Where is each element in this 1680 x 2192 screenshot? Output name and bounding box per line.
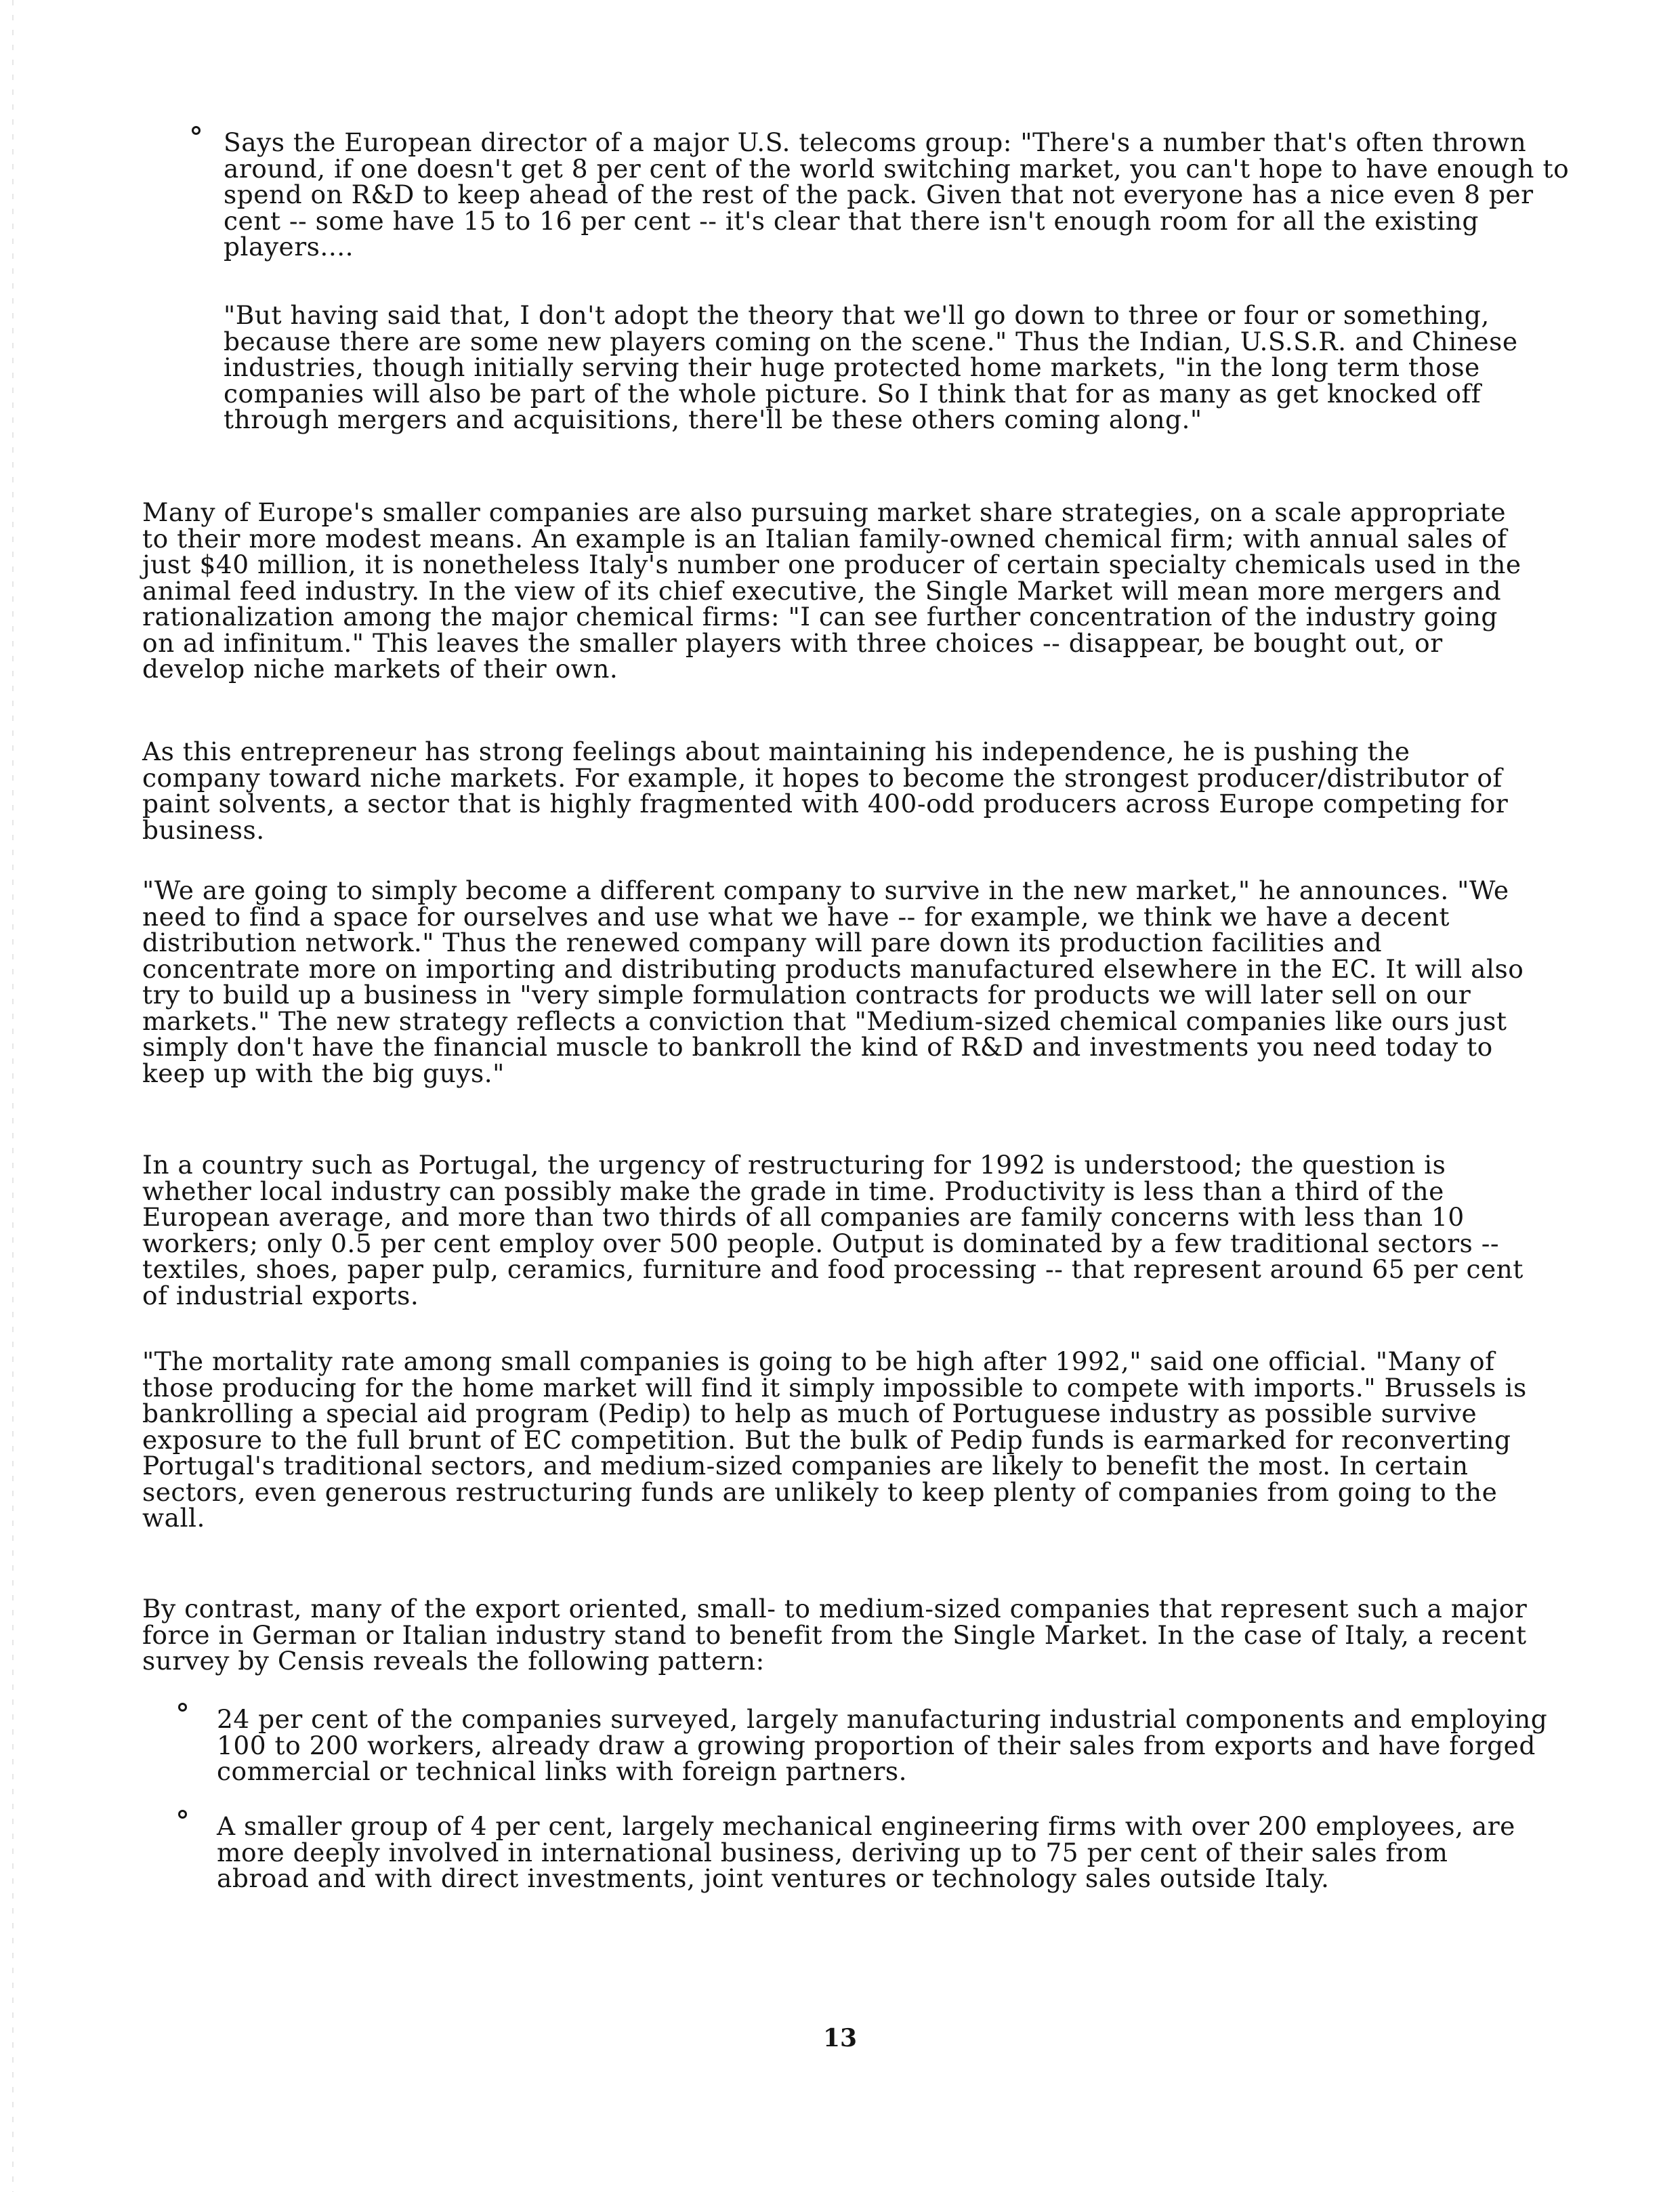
paragraph-bullet-telecom-quote: Says the European director of a major U.S. telecoms group: "There's a number that's often thrown around, if one doesn't get 8 per cent of the world switching market, you can't hope to have enough to spend on R&D to keep ahead of the rest of the pack. Given that not everyone has a nice even 8 per cent -- some have 15 to 16 per cent -- it's clear that there isn't enough room for all the existing players.... bbox=[224, 127, 1570, 262]
paragraph-niche-markets: As this entrepreneur has strong feelings about maintaining his independence, he is pushing the company toward niche markets. For example, it hopes to become the strongest producer/distributor of paint solvents, a sector that is highly fragmented with 400-odd producers across Europe competing for business. bbox=[142, 737, 1509, 845]
paragraph-different-company-quote: "We are going to simply become a different company to survive in the new market," he announces. "We need to find a space for ourselves and use what we have -- for example, we think we have a decent distribution network." Thus the renewed company will pare down its production facilities and concentrate more on importing and distributing products manufactured elsewhere in the EC. It will also try to build up a business in "very simple formulation contracts for products we will later sell on our markets." The new strategy reflects a conviction that "Medium-sized chemical companies like ours just simply don't have the financial muscle to bankroll the kind of R&D and investments you need today to keep up with the big guys." bbox=[142, 875, 1524, 1088]
paragraph-new-players-quote: "But having said that, I don't adopt the theory that we'll go down to three or four or something, because there are some new players coming on the scene." Thus the Indian, U.S.S.R. and Chinese industries, though initially serving their huge protected home markets, "in the long term those companies will also be part of the whole picture. So I think that for as many as get knocked off through mergers and acquisitions, there'll be these others coming along." bbox=[224, 300, 1518, 434]
paragraph-mortality-rate: "The mortality rate among small companies is going to be high after 1992," said one official. "Many of those producing for the home market will find it simply impossible to compete with imports." Brussels is bankrolling a special aid program (Pedip) to help as much of Portuguese industry as possible survive exposure to the full brunt of EC competition. But the bulk of Pedip funds is earmarked for reconverting Portugal's traditional sectors, and medium-sized companies are likely to benefit the most. In certain sectors, even generous restructuring funds are unlikely to keep plenty of companies from going to the wall. bbox=[142, 1346, 1527, 1533]
paragraph-export-oriented-companies: By contrast, many of the export oriented, small- to medium-sized companies that represent such a major force in German or Italian industry stand to benefit from the Single Market. In the case of Italy, a recent survey by Censis reveals the following pattern: bbox=[142, 1594, 1528, 1676]
scan-edge bbox=[12, 0, 14, 2192]
bullet-marker bbox=[192, 126, 201, 135]
paragraph-bullet-24-per-cent: 24 per cent of the companies surveyed, largely manufacturing industrial components and employing 100 to 200 workers, already draw a growing proportion of their sales from exports and have forged commercial or technical links with foreign partners. bbox=[217, 1704, 1548, 1786]
bullet-marker bbox=[178, 1810, 187, 1819]
page-number: 13 bbox=[822, 2024, 858, 2052]
paragraph-bullet-4-per-cent: A smaller group of 4 per cent, largely mechanical engineering firms with over 200 employees, are more deeply involved in international business, deriving up to 75 per cent of their sales from abroad and with direct investments, joint ventures or technology sales outside Italy. bbox=[217, 1811, 1515, 1893]
paragraph-smaller-companies: Many of Europe's smaller companies are also pursuing market share strategies, on a scale appropriate to their more modest means. An example is an Italian family-owned chemical firm; with annual sales of just $40 million, it is nonetheless Italy's number one producer of certain specialty chemicals used in the animal feed industry. In the view of its chief executive, the Single Market will mean more mergers and rationalization among the major chemical firms: "I can see further concentration of the industry going on ad infinitum." This leaves the smaller players with three choices -- disappear, be bought out, or develop niche markets of their own. bbox=[142, 497, 1521, 684]
bullet-marker bbox=[178, 1703, 187, 1712]
paragraph-portugal-restructuring: In a country such as Portugal, the urgency of restructuring for 1992 is understood; the question is whether local industry can possibly make the grade in time. Productivity is less than a third of the European average, and more than two thirds of all companies are family concerns with less than 10 workers; only 0.5 per cent employ over 500 people. Output is dominated by a few traditional sectors -- textiles, shoes, paper pulp, ceramics, furniture and food processing -- that represent around 65 per cent of industrial exports. bbox=[142, 1150, 1524, 1310]
